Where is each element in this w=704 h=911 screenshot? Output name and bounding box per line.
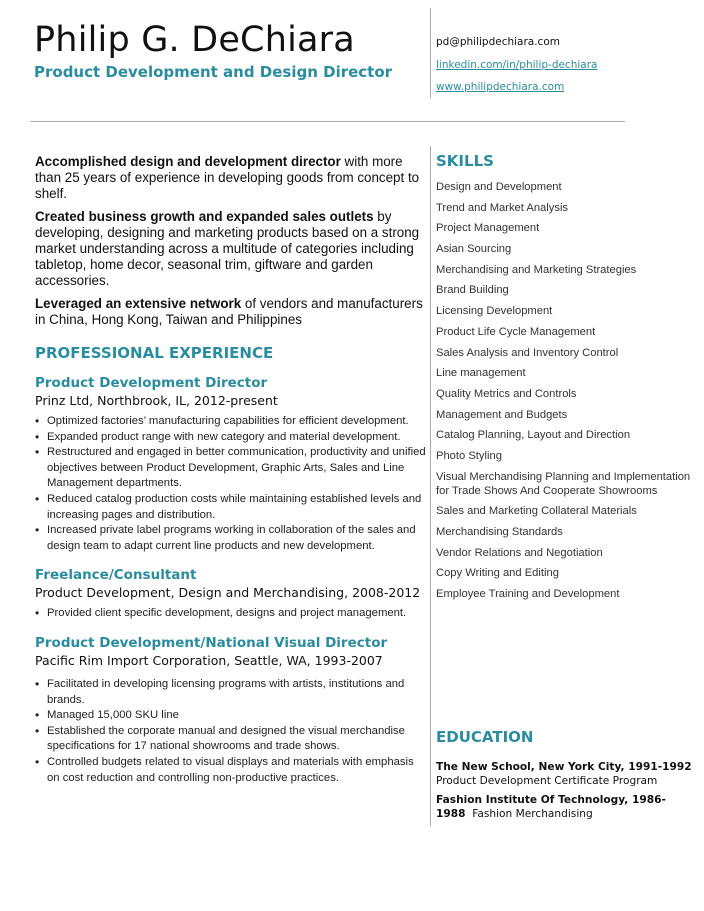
candidate-title: Product Development and Design Director (34, 63, 393, 81)
job-entry (35, 634, 427, 786)
summary-text: by developing, designing and marketing products based on a strong market understanding across a multitude of categories including tabletop, home decor, seasonal trim, giftware and garden accessories. (35, 209, 420, 288)
skills-list (436, 180, 698, 601)
job-bullet: • Provided client specific development, designs and project management. (35, 606, 427, 622)
skills-heading: SKILLS (436, 152, 494, 170)
contact-block (436, 34, 597, 102)
summary-section (35, 154, 427, 328)
job-bullets (35, 606, 427, 622)
job-bullets (35, 677, 427, 786)
skill-item: Sales and Marketing Collateral Materials (436, 505, 637, 518)
linkedin-link[interactable]: linkedin.com/in/philip-dechiara (436, 58, 598, 71)
education-program: Fashion Merchandising (472, 808, 593, 820)
job-title: Product Development/National Visual Director (35, 634, 388, 651)
job-bullet: • Expanded product range with new category and material development. (35, 430, 427, 446)
summary-text: of vendors and manufacturers in China, Hong Kong, Taiwan and Philippines (35, 296, 423, 327)
skill-item: Licensing Development (436, 305, 553, 318)
summary-paragraph (35, 296, 427, 328)
skill-item: Merchandising and Marketing Strategies (436, 263, 637, 276)
job-entry (35, 566, 427, 622)
job-bullet: • Controlled budgets related to visual displays and materials with emphasis on cost reduction and controlling non-productive practices. (35, 755, 427, 786)
job-bullet: • Managed 15,000 SKU line (35, 708, 427, 724)
resume-header (34, 18, 392, 81)
job-bullet: • Increased private label programs working in collaboration of the sales and design team to adapt current line products and new development. (35, 523, 427, 554)
website-link[interactable]: www.philipdechiara.com (436, 81, 565, 93)
job-entry (35, 374, 427, 554)
skill-item: Catalog Planning, Layout and Direction (436, 429, 631, 442)
job-title: Product Development Director (35, 375, 268, 391)
skill-item: Sales Analysis and Inventory Control (436, 346, 619, 359)
education-entry (436, 760, 698, 788)
job-bullet: • Restructured and engaged in better communication, productivity and unified objectives between Product Development, Graphic Arts, Sales and Line Management departments. (35, 445, 427, 492)
education-entry (436, 793, 698, 821)
skill-item: Design and Development (436, 181, 562, 193)
header-rule (30, 121, 625, 122)
job-company: Prinz Ltd, Northbrook, IL, 2012-present (35, 393, 278, 408)
column-divider (430, 146, 431, 826)
job-bullet: • Reduced catalog production costs while maintaining established levels and increasing pages and distribution. (35, 492, 427, 523)
job-bullet: • Optimized factories’ manufacturing capabilities for efficient development. (35, 414, 427, 430)
education-school: Fashion Institute Of Technology, 1986-1988 (436, 794, 666, 820)
skill-item: Quality Metrics and Controls (436, 387, 577, 400)
skill-item: Asian Sourcing (436, 243, 512, 256)
skill-item: Trend and Market Analysis (436, 201, 569, 214)
skill-item: Line management (436, 367, 526, 380)
sidebar-column (436, 152, 698, 608)
job-bullet: • Established the corporate manual and designed the visual merchandise specifications for 17 national showrooms and trade shows. (35, 724, 427, 755)
skill-item: Product Life Cycle Management (436, 325, 596, 338)
job-company: Pacific Rim Import Corporation, Seattle, WA, 1993-2007 (35, 652, 383, 668)
job-bullet: • Facilitated in developing licensing programs with artists, institutions and brands. (35, 677, 427, 708)
job-company: Product Development, Design and Merchandising, 2008-2012 (35, 585, 421, 601)
summary-paragraph (35, 154, 427, 202)
experience-heading: PROFESSIONAL EXPERIENCE (35, 344, 274, 362)
skill-item: Employee Training and Development (436, 588, 620, 601)
education-heading: EDUCATION (436, 728, 534, 746)
education-program: Product Development Certificate Program (436, 775, 658, 787)
summary-paragraph (35, 209, 427, 289)
job-title: Freelance/Consultant (35, 567, 197, 584)
header-divider (430, 8, 431, 98)
email-address: pd@philipdechiara.com (436, 36, 560, 48)
skill-item: Management and Budgets (436, 408, 568, 421)
education-section (436, 760, 698, 826)
skill-item: Merchandising Standards (436, 526, 563, 538)
summary-highlight: Accomplished design and development director (35, 154, 341, 169)
main-column (35, 154, 427, 798)
candidate-name: Philip G. DeChiara (34, 20, 355, 60)
skill-item: Visual Merchandising Planning and Implementation for Trade Shows And Cooperate Showrooms (436, 470, 691, 497)
education-school: The New School, New York City, 1991-1992 (436, 761, 692, 773)
skill-item: Copy Writing and Editing (436, 567, 559, 580)
skill-item: Brand Building (436, 284, 509, 297)
skill-item: Photo Styling (436, 449, 502, 462)
summary-highlight: Created business growth and expanded sales outlets (35, 209, 374, 224)
summary-highlight: Leveraged an extensive network (35, 296, 242, 311)
skill-item: Project Management (436, 222, 540, 235)
skill-item: Vendor Relations and Negotiation (436, 546, 603, 559)
job-bullets (35, 414, 427, 554)
summary-text: with more than 25 years of experience in developing goods from concept to shelf. (35, 154, 420, 201)
